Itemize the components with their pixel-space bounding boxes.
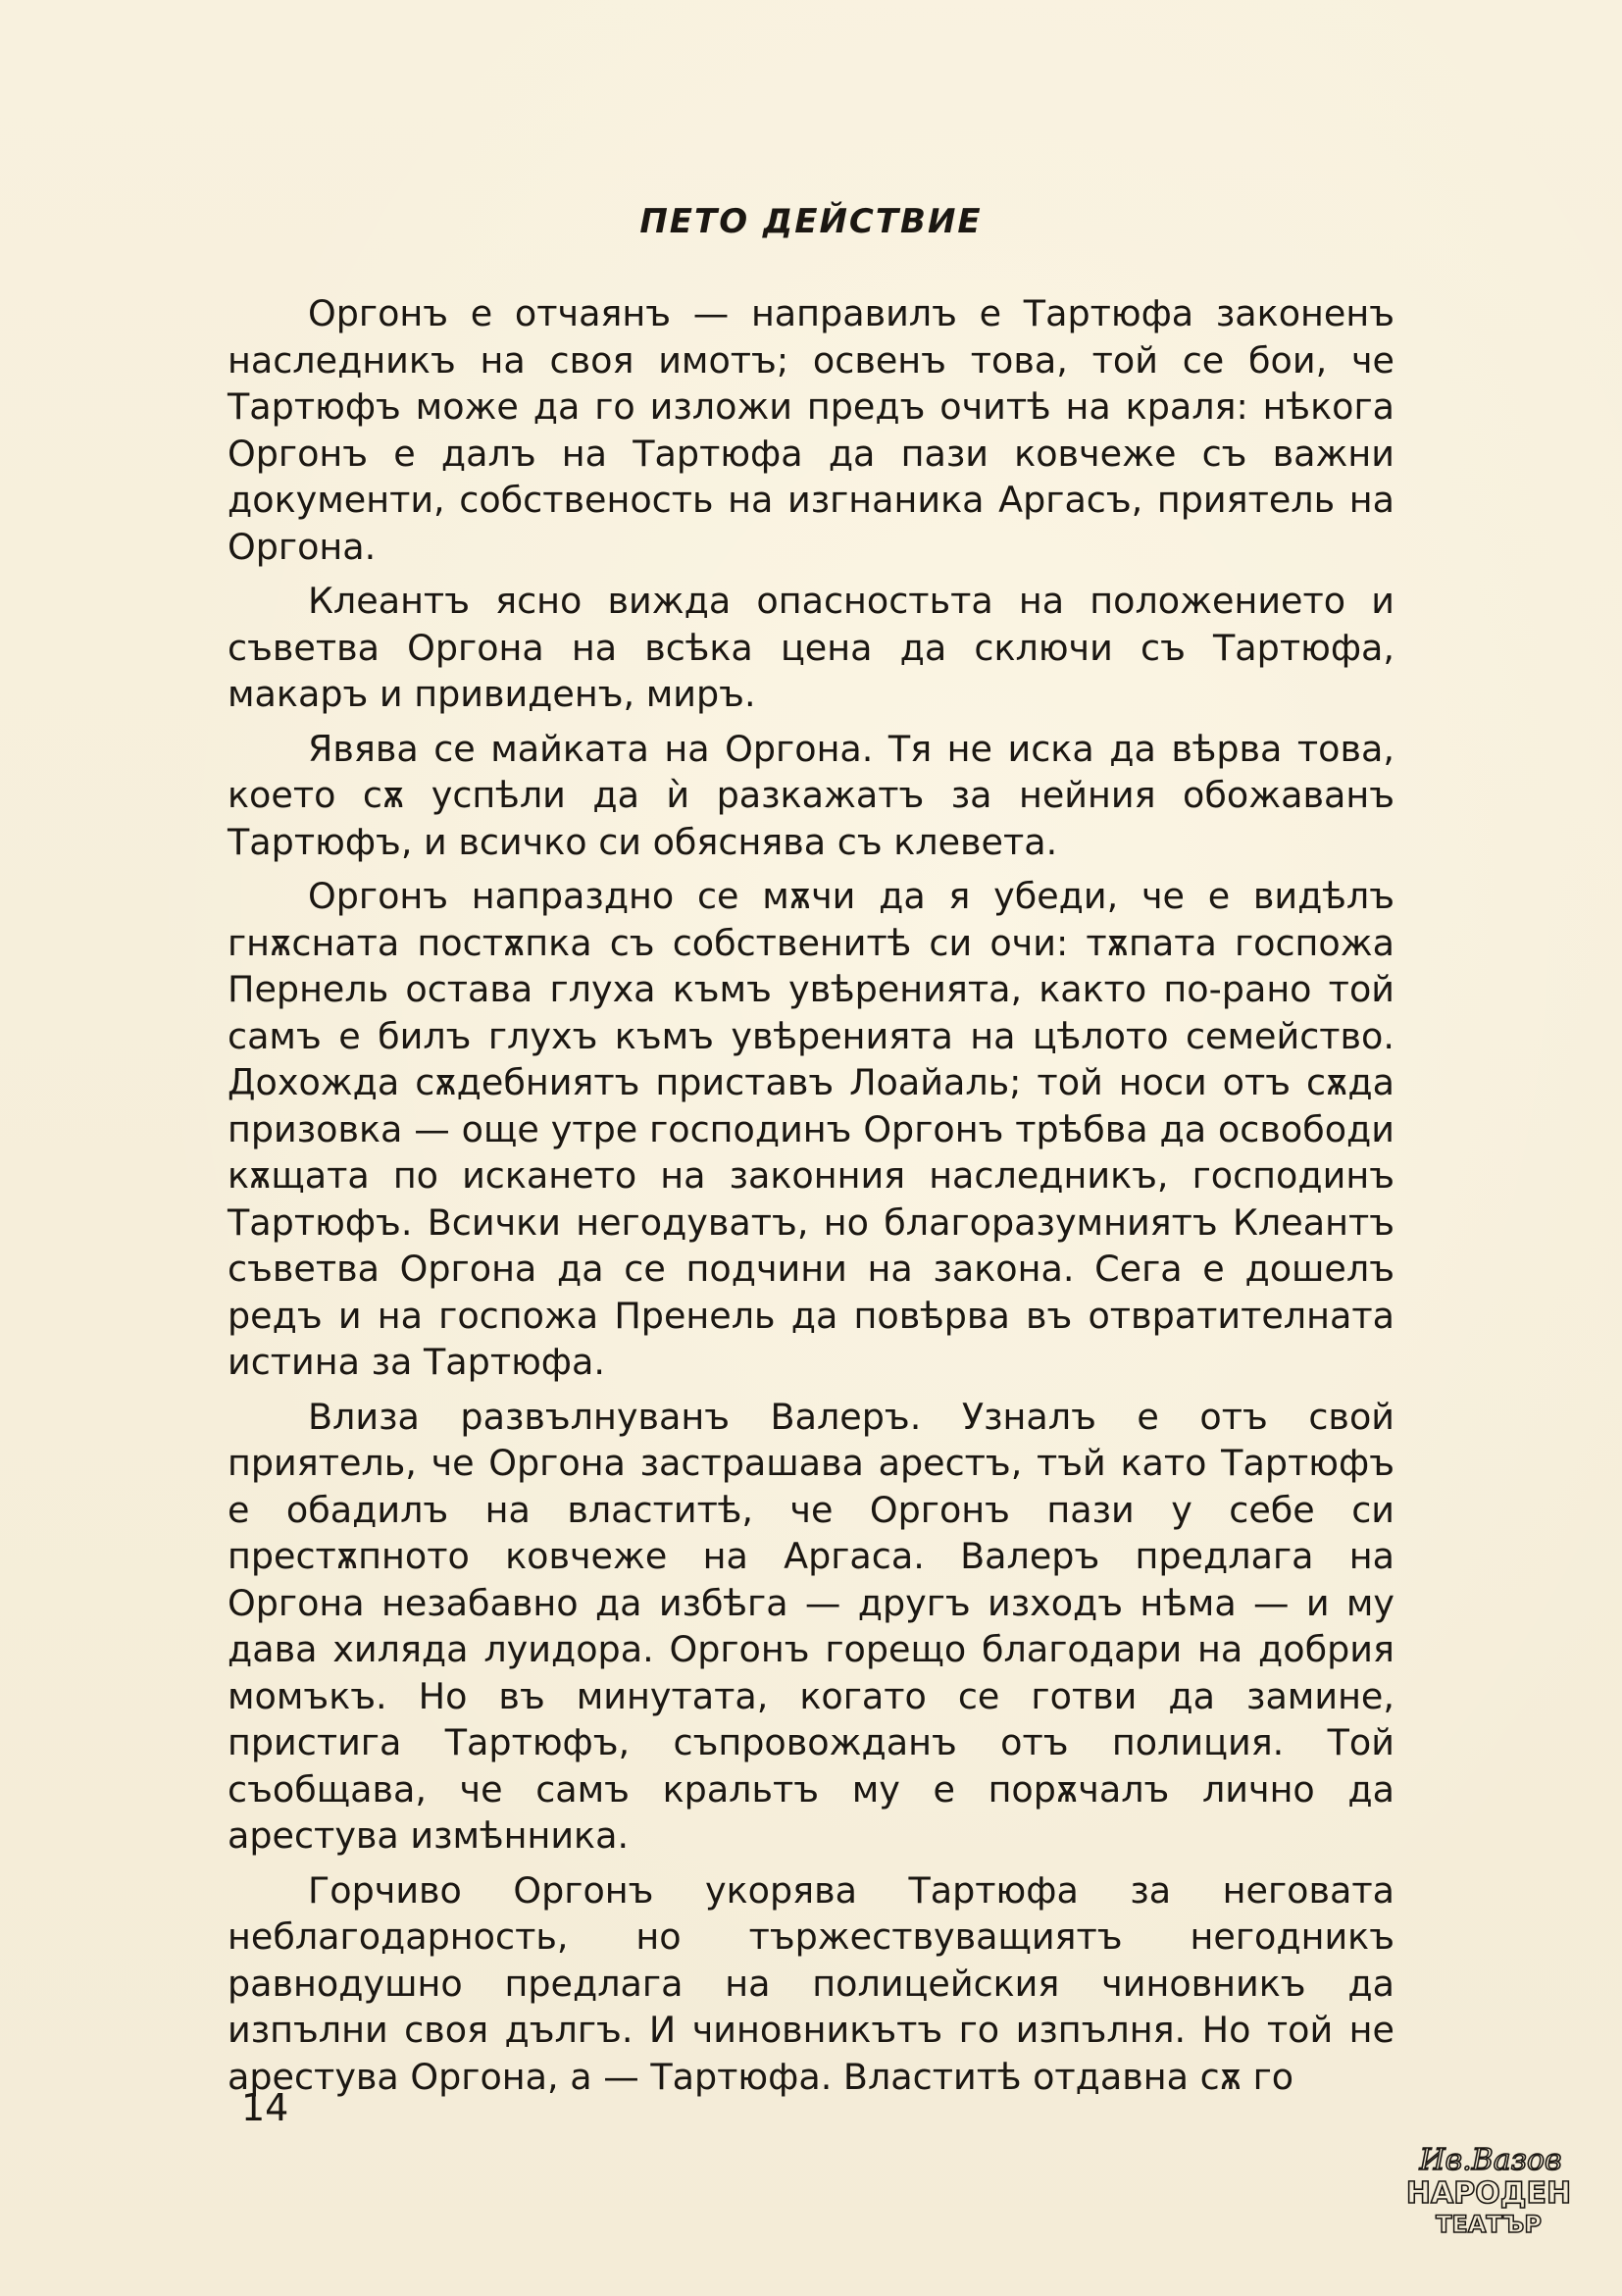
logo-line1: НАРОДЕН	[1405, 2176, 1572, 2211]
paragraph: Клеантъ ясно вижда опасностьта на положението и съветва Оргона на всѣка цена да сключи съ Тартюфа, макаръ и привиденъ, миръ.	[228, 580, 1394, 715]
paragraph: Явява се майката на Оргона. Тя не иска да вѣрва това, което сѫ успѣли да ѝ разкажатъ за нейния обожаванъ Тартюфъ, и всичко си обяснява съ клевета.	[228, 727, 1394, 863]
paragraph: Оргонъ напраздно се мѫчи да я убеди, че е видѣлъ гнѫсната постѫпка съ собственитѣ си очи: тѫпата госпожа Пернель остава глуха къмъ увѣренията, както по-рано той самъ е билъ глухъ къмъ увѣренията на цѣлото семейство. Дохожда сѫдебниятъ приставъ Лоайаль; той носи отъ сѫда призовка — още утре господинъ Оргонъ трѣбва да освободи кѫщата по искането на законния наследникъ, господинъ Тартюфъ. Всички негодуватъ, но благоразумниятъ Клеантъ съветва Оргона да се подчини на закона. Сега е дошелъ редъ и на госпожа Пренель да повѣрва въ отвратителната истина за Тартюфа.	[228, 875, 1394, 1383]
page-heading: ПЕТО ДЕЙСТВИЕ	[639, 202, 983, 241]
national-theatre-logo	[1400, 2140, 1577, 2238]
page-number: 14	[241, 2086, 289, 2129]
logo-signature: Ив.Вазов	[1419, 2143, 1562, 2177]
body-text	[228, 290, 1394, 2108]
paragraph: Оргонъ е отчаянъ — направилъ е Тартюфа законенъ наследникъ на своя имотъ; освенъ това, той се бои, че Тартюфъ може да го изложи предъ очитѣ на краля: нѣкога Оргонъ е далъ на Тартюфа да пази ковчеже съ важни документи, собственость на изгнаника Аргасъ, приятель на Оргона.	[228, 292, 1394, 568]
paragraph: Горчиво Оргонъ укорява Тартюфа за неговата неблагодарность, но тържествуващиятъ негодникъ равнодушно предлага на полицейския чиновникъ да изпълни своя дългъ. И чиновникътъ го изпълня. Но той не арестува Оргона, а — Тартюфа. Властитѣ отдавна сѫ го	[228, 1868, 1394, 2098]
logo-line2: ТЕАТЪР	[1436, 2211, 1542, 2238]
paragraph: Влиза развълнуванъ Валеръ. Узналъ е отъ свой приятель, че Оргона застрашава арестъ, тъй като Тартюфъ е обадилъ на властитѣ, че Оргонъ пази у себе си престѫпното ковчеже на Аргаса. Валеръ предлага на Оргона незабавно да избѣга — другъ изходъ нѣма — и му дава хиляда луидора. Оргонъ горещо благодари на добрия момъкъ. Но въ минутата, когато се готви да замине, пристига Тартюфъ, съпровожданъ отъ полиция. Той съобщава, че самъ кральтъ му е порѫчалъ лично да арестува измѣнника.	[228, 1395, 1394, 1857]
